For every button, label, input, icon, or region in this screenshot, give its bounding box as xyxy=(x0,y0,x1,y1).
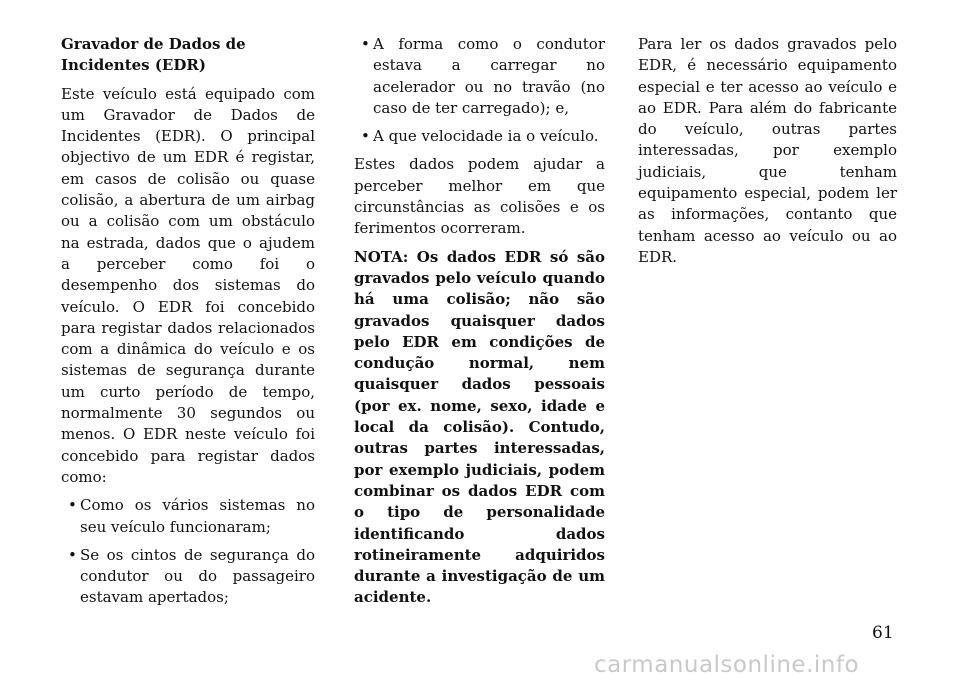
intro-paragraph: Este veículo está equipado com um Gravador de Dados de Incidentes (EDR). O principal objectivo de um EDR é registar, em casos de colisão ou quase colisão, a abertura de um airbag ou a colisão com um obstáculo na estrada, dados que o ajudem a perceber como foi o desempenho dos sistemas do veículo. O EDR foi concebido para registar dados relacionados com a dinâmica do veículo e os sistemas de segurança durante um curto período de tempo, normalmente 30 segundos ou menos. O EDR neste veículo foi concebido para registar dados como: xyxy=(61,84,315,486)
list-item: • A forma como o condutor estava a carregar no acelerador ou no travão (no caso de ter carregado); e, xyxy=(354,34,605,119)
list-item: • Como os vários sistemas no seu veículo funcionaram; xyxy=(61,495,315,538)
section-heading: Gravador de Dados de Incidentes (EDR) xyxy=(61,35,246,75)
note-paragraph: NOTA: Os dados EDR só são gravados pelo veículo quando há uma colisão; não são gravados quaisquer dados pelo EDR em condições de condução normal, nem quaisquer dados pessoais (por ex. nome, sexo, idade e local da colisão). Contudo, outras partes interessadas, por exemplo judiciais, podem combinar os dados EDR com o tipo de personalidade identificando dados rotineiramente adquiridos durante a investigação de um acidente. xyxy=(354,247,605,607)
list-item: • A que velocidade ia o veículo. xyxy=(354,126,605,147)
bullet-list-middle xyxy=(354,34,605,147)
column-right xyxy=(638,34,897,275)
page-number: 61 xyxy=(872,623,894,643)
watermark: carmanualsonline.info xyxy=(594,652,860,678)
bullet-list-left xyxy=(61,495,315,608)
access-paragraph: Para ler os dados gravados pelo EDR, é necessário equipamento especial e ter acesso ao veículo e ao EDR. Para além do fabricante do veículo, outras partes interessadas, por exemplo judiciais, que tenham equipamento especial, podem ler as informações, contanto que tenham acesso ao veículo ou ao EDR. xyxy=(638,35,897,266)
summary-paragraph: Estes dados podem ajudar a perceber melhor em que circunstâncias as colisões e os ferimentos ocorreram. xyxy=(354,155,605,238)
column-left xyxy=(61,34,315,616)
column-middle xyxy=(354,34,605,616)
list-item: • Se os cintos de segurança do condutor ou do passageiro estavam apertados; xyxy=(61,545,315,609)
